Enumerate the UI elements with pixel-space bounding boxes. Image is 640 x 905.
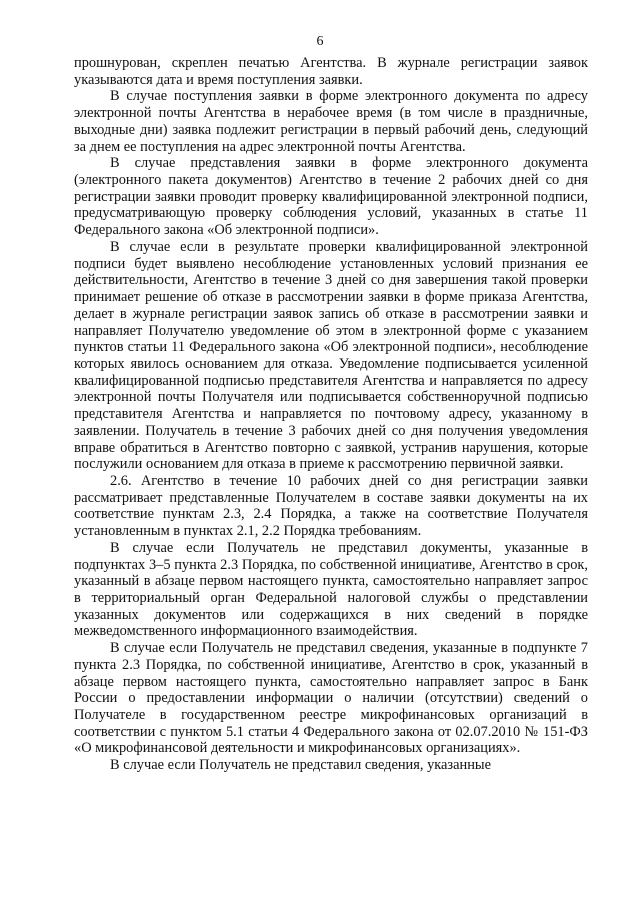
- paragraph-refusal-procedure: В случае если в результате проверки квалифицированной электронной подписи будет выявлено несоблюдение установленных условий признания ее действительности, Агентство в течение 3 дней со дня завершения такой проверки принимает решение об отказе в рассмотрении заявки в форме приказа Агентства, делает в журнале регистрации заявок запись об отказе в рассмотрении заявки и направляет Получателю уведомление об этом в электронной форме с указанием пунктов статьи 11 Федерального закона «Об электронной подписи», несоблюдение которых явилось основанием для отказа. Уведомление подписывается усиленной квалифицированной подписью представителя Агентства и направляется по адресу электронной почты Получателя или подписывается собственноручной подписью представителя Агентства и направляется по почтовому адресу, указанному в заявлении. Получатель в течение 3 рабочих дней со дня получения уведомления вправе обратиться в Агентство повторно с заявкой, устранив нарушения, которые послужили основанием для отказа в приеме к рассмотрению первичной заявки.: [74, 238, 588, 473]
- paragraph-truncated: В случае если Получатель не представил сведения, указанные: [110, 757, 491, 774]
- paragraph-section-2-6: 2.6. Агентство в течение 10 рабочих дней со дня регистрации заявки рассматривает представленные Получателем в составе заявки документы на их соответствие пунктам 2.3, 2.4 Порядка, а также на соответствие Получателя установленным в пунктах 2.1, 2.2 Порядка требованиям.: [74, 472, 588, 540]
- document-body: [74, 55, 588, 774]
- paragraph-bank-of-russia-request: В случае если Получатель не представил сведения, указанные в подпункте 7 пункта 2.3 Порядка, по собственной инициативе, Агентство в срок, указанный в абзаце первом настоящего пункта, самостоятельно направляет запрос в Банк России о предоставлении информации о наличии (отсутствии) сведений о Получателе в государственном реестре микрофинансовых организаций в соответствии с пунктом 5.1 статьи 4 Федерального закона от 02.07.2010 № 151-ФЗ «О микрофинансовой деятельности и микрофинансовых организациях».: [74, 640, 588, 757]
- paragraph-tax-service-request: В случае если Получатель не представил документы, указанные в подпунктах 3–5 пункта 2.3 Порядка, по собственной инициативе, Агентство в срок, указанный в абзаце первом настоящего пункта, самостоятельно направляет запрос в территориальный орган Федеральной налоговой службы о представлении указанных документов или содержащихся в них сведений в порядке межведомственного информационного взаимодействия.: [74, 539, 588, 640]
- paragraph-email-registration: В случае поступления заявки в форме электронного документа по адресу электронной почты Агентства в нерабочее время (в том числе в праздничные, выходные дни) заявка подлежит регистрации в первый рабочий день, следующий за днем ее поступления на адрес электронной почты Агентства.: [74, 88, 588, 155]
- page-number: 6: [316, 34, 324, 49]
- paragraph-continuation: прошнурован, скреплен печатью Агентства. В журнале регистрации заявок указываются дата и время поступления заявки.: [74, 55, 588, 88]
- paragraph-signature-check: В случае представления заявки в форме электронного документа (электронного пакета документов) Агентство в течение 2 рабочих дней со дня регистрации заявки проводит проверку квалифицированной электронной подписи, предусматривающую проверку соблюдения условий, указанных в статье 11 Федерального закона «Об электронной подписи».: [74, 155, 588, 239]
